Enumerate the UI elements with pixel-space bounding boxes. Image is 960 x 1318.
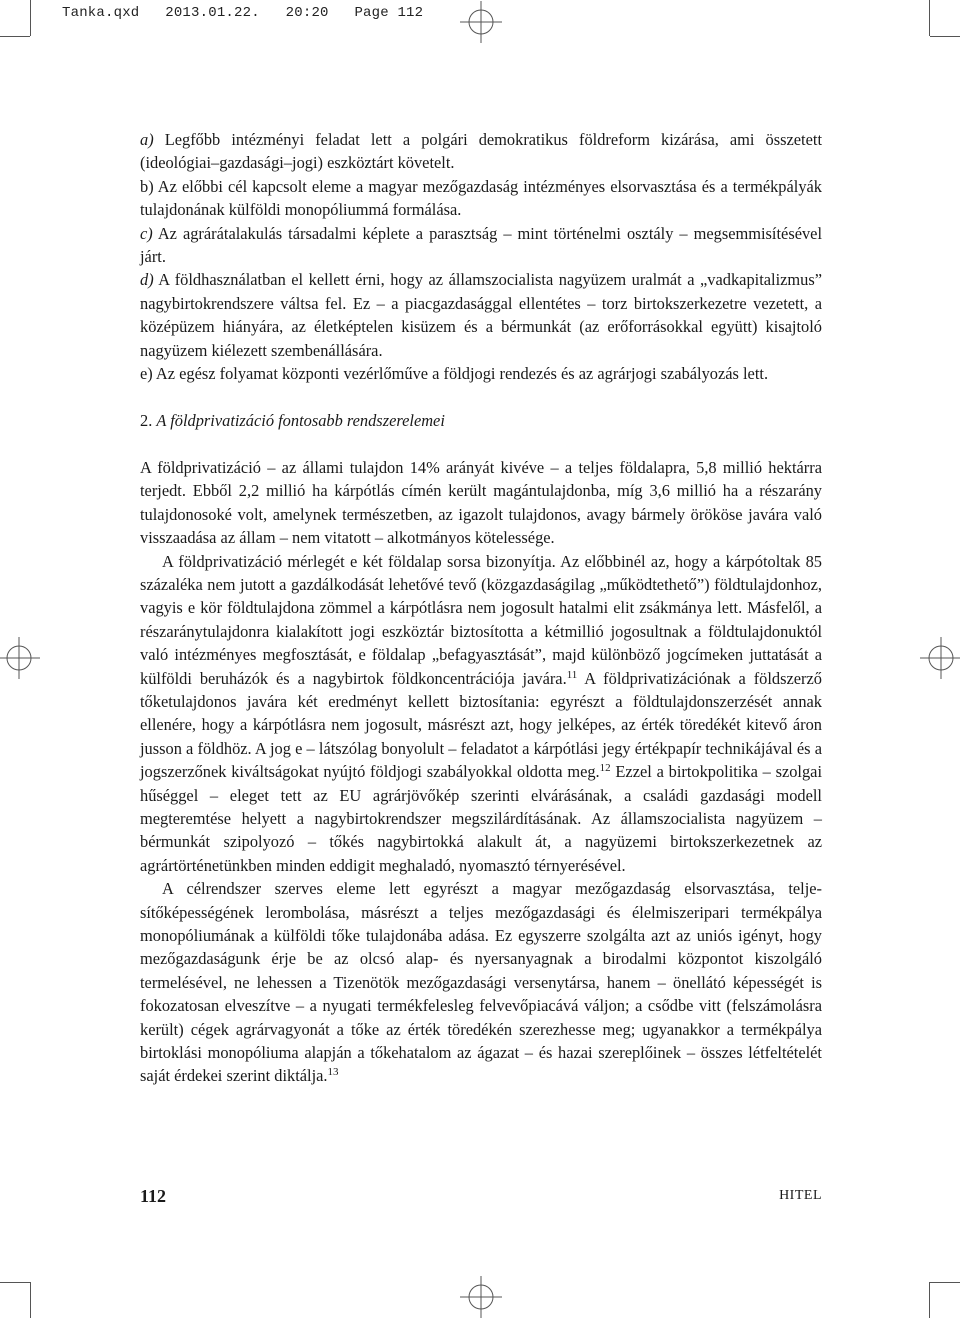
text-segment: Ezzel a birtokpolitika – szolgai hűséggel – eleget tett az EU agrárjövőkép szerinti elvárásának, a családi gazdasági modell megteremtése helyett a nagybirtokrendszer megszilárdításának. Az államszocialista nagyüzem – bérmunkát szipolyozó – tőkés nagybirtokká alakult át, a nagyüzemi birtokszerkezetnek az agrártörténetünkben minden eddigit meghaladó, nyomasztó térnyerésével. — [140, 762, 822, 875]
text-segment: b) Az előbbi cél kapcsolt eleme a magyar mezőgazdaság intézményes elsorvasztása és a termékpályák tulajdonának külföldi monopóliummá formálása. — [140, 176, 822, 220]
text-segment: A célrendszer szerves eleme lett egyrészt a magyar mezőgazdaság elsorvasztása, teljesítőképességének lerombolása, másrészt a teljes mezőgazdasági és élelmiszeripari termékpálya monopóliumának a külföldi tőke tulajdonába adása. Ez egyszerre szolgálta azt az uniós igényt, hogy mezőgazdaságunk érje be az olcsó alap- és nyersanyagnak a birodalmi központot kiszolgáló termelésével, ne lehessen a Tizenötök mezőgazdasági versenytársa, hanem – önellátó képességét is fokozatosan elveszítve – a nyugati termékfelesleg felvevőpiacává váljon; a csődbe vitt (felszámolásra került) cégek agrárvagyonát a tőke az érték töredékén szerezhesse meg; ugyanakkor a termékpálya birtoklási monopóliuma alapján a tőkehatalom az ágazat – és hazai szereplőinek – összes létfeltételét saját érdekei szerint diktálja. — [140, 879, 822, 1086]
footnote-reference[interactable]: 13 — [327, 1066, 339, 1079]
section-title: A földprivatizáció fontosabb rendszerelemei — [156, 411, 445, 431]
crop-mark-icon — [30, 1282, 31, 1318]
registration-mark-icon — [920, 637, 960, 679]
list-item — [140, 268, 822, 362]
list-item — [140, 175, 822, 222]
registration-mark-icon — [0, 637, 40, 679]
list-item — [140, 128, 822, 175]
crop-mark-icon — [929, 1282, 930, 1318]
page-number: 112 — [140, 1186, 167, 1206]
section-heading — [140, 409, 822, 432]
registration-mark-icon — [460, 1, 502, 43]
enumerated-list — [140, 128, 822, 385]
footnote-reference[interactable]: 12 — [599, 762, 611, 775]
paragraph — [140, 456, 822, 550]
text-segment: e) Az egész folyamat központi vezérlőműve a földjogi rendezés és az agrárjogi szabályozás lett. — [140, 364, 769, 384]
crop-mark-icon — [930, 1282, 960, 1283]
paragraph — [140, 877, 822, 1088]
crop-mark-icon — [930, 36, 960, 37]
list-item — [140, 362, 822, 385]
crop-mark-icon — [0, 1282, 30, 1283]
paragraph — [140, 550, 822, 878]
text-segment: Legfőbb intézményi feladat lett a polgári demokratikus földreform kizárása, ami összetett (ideológiai–gazdasági–jogi) eszköztárt követelt. — [140, 130, 822, 173]
page-content — [140, 128, 822, 1088]
slug-line: Tanka.qxd 2013.01.22. 20:20 Page 112 — [62, 5, 424, 21]
text-segment: Az agrárátalakulás társadalmi képlete a parasztság – mint történelmi osztály – megsemmisítésével járt. — [140, 223, 822, 267]
registration-mark-icon — [460, 1276, 502, 1318]
text-segment: A földprivatizációnak a földszerző tőketulajdonos javára két eredményt kellett biztosítania: egyrészt a földtulajdonszerzését annak ellenére, hogy a kárpótlásra nem jogosult, másrészt azt, hogy jelképes, az érték töredékét kitevő áron jusson a földhöz. A jog e – látszólag bonyolult – feladatot a kárpótlási jegy értékpapír technikájával és a jogszerzőnek kiváltságokat nyújtó földjogi szabályokkal oldotta meg. — [140, 668, 822, 782]
text-segment: A földprivatizáció – az állami tulajdon 14% arányát kivéve – a teljes földalapra, 5,8 millió hektárra terjedt. Ebből 2,2 millió ha kárpótlás címén került magántulajdonba, míg 3,6 millió ha a részarány tulajdonosoké volt, amelynek természetben, az igazolt tulajdonos, avagy bármely örököse javára való visszaadása az állam – nem vitatott – alkotmányos kötelessége. — [140, 457, 822, 548]
text-segment: A földprivatizáció mérlegét e két földalap sorsa bizonyítja. Az előbbinél az, hogy a kárpótoltak 85 százaléka nem jutott a gazdálkodását lehetővé tevő (közgazdaságilag „működtethető”) földtulajdonhoz, vagyis e kör földtulajdona zömmel a kárpótlásra nem jogosult hatalmi elit zsákmánya lett. Másfelől, a részaránytulajdonra kialakított jogi eszköztár biztosította a kétmillió jogosultnak a földtulajdonuktól való intézményes megfosztását, e földalap „befagyasztását”, majd különböző jogcímeken juttatását a külföldi beruházók és a nagybirtok földkoncentrációja javára. — [140, 551, 822, 688]
list-item — [140, 222, 822, 269]
crop-mark-icon — [0, 36, 30, 37]
crop-mark-icon — [30, 0, 31, 36]
list-item-label: d) — [140, 270, 154, 290]
list-item-label: c) — [140, 223, 153, 243]
crop-mark-icon — [929, 0, 930, 36]
list-item-label: a) — [140, 130, 154, 149]
footnote-reference[interactable]: 11 — [566, 668, 578, 681]
body-text — [140, 456, 822, 1088]
text-segment: A földhasználatban el kellett érni, hogy az államszocialista nagyüzem uralmát a „vadkapitalizmus” nagybirtokrendszere váltsa fel. Ez – a piacgazdasággal ellentétes – torz birtokszerkezetre vezetett, a középüzem hiányára, az életképtelen kisüzem és a bérmunkát (az erőforrásokkal együtt) kisajtoló nagyüzem kiélezett szembenállására. — [140, 270, 822, 360]
section-number: 2. — [140, 411, 153, 431]
journal-name: HITEL — [779, 1188, 822, 1203]
